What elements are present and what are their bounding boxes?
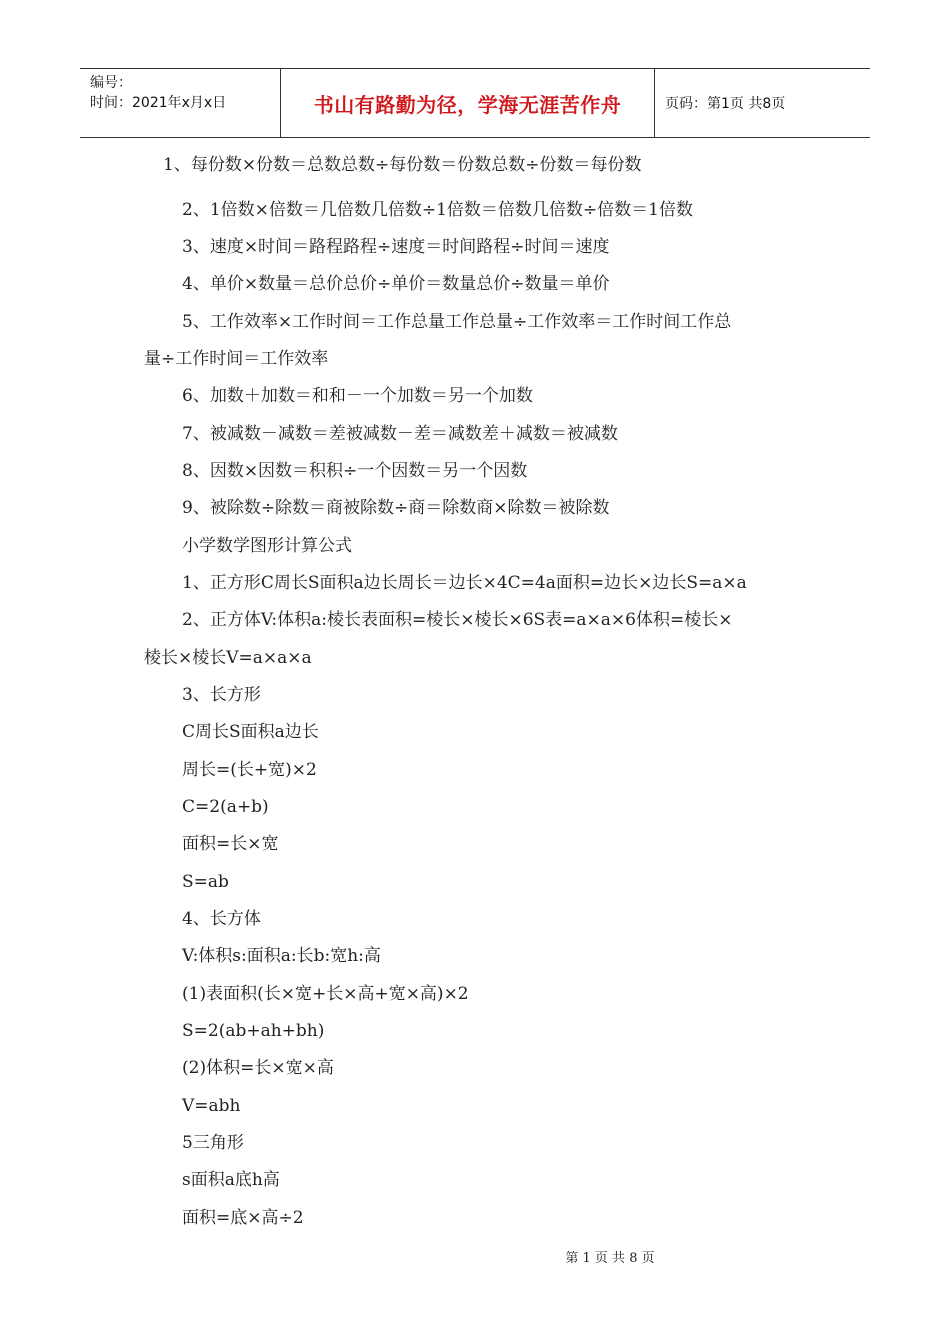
body-line: C周长S面积a边长 xyxy=(182,722,319,742)
body-line: 量÷工作时间＝工作效率 xyxy=(144,349,329,369)
document-header xyxy=(80,68,870,138)
body-line: S=ab xyxy=(182,872,229,892)
body-line: 7、被减数－减数＝差被减数－差＝减数差＋减数＝被减数 xyxy=(182,424,618,444)
body-line: 3、速度×时间＝路程路程÷速度＝时间路程÷时间＝速度 xyxy=(182,237,610,257)
body-line: 9、被除数÷除数＝商被除数÷商＝除数商×除数＝被除数 xyxy=(182,498,610,518)
body-line: 5三角形 xyxy=(182,1133,244,1153)
section-heading: 小学数学图形计算公式 xyxy=(182,536,352,556)
body-line: 面积=长×宽 xyxy=(182,834,279,854)
body-line: 1、正方形C周长S面积a边长周长＝边长×4C=4a面积=边长×边长S=a×a xyxy=(182,573,747,593)
body-line: 周长=(长+宽)×2 xyxy=(182,760,317,780)
body-line: 4、长方体 xyxy=(182,909,261,929)
body-line: C=2(a+b) xyxy=(182,797,269,817)
body-line: 面积=底×高÷2 xyxy=(182,1208,304,1228)
body-line: (2)体积=长×宽×高 xyxy=(182,1058,334,1078)
body-line: 5、工作效率×工作时间＝工作总量工作总量÷工作效率＝工作时间工作总 xyxy=(182,312,732,332)
body-line: 2、1倍数×倍数＝几倍数几倍数÷1倍数＝倍数几倍数÷倍数＝1倍数 xyxy=(182,200,693,220)
header-meta xyxy=(80,69,281,137)
document-time-label: 时间：2021年x月x日 xyxy=(90,95,227,111)
body-line: 3、长方形 xyxy=(182,685,261,705)
body-line: s面积a底h高 xyxy=(182,1170,280,1190)
body-line: V:体积s:面积a:长b:宽h:高 xyxy=(182,946,381,966)
body-line: (1)表面积(长×宽+长×高+宽×高)×2 xyxy=(182,984,469,1004)
page-footer: 第 1 页 共 8 页 xyxy=(565,1251,655,1266)
body-line: 4、单价×数量＝总价总价÷单价＝数量总价÷数量＝单价 xyxy=(182,274,610,294)
body-line: 棱长×棱长V=a×a×a xyxy=(144,648,312,668)
body-line: 2、正方体V:体积a:棱长表面积=棱长×棱长×6S表=a×a×6体积=棱长× xyxy=(182,610,733,630)
body-line: V=abh xyxy=(182,1096,241,1116)
header-page-cell xyxy=(655,69,870,137)
body-line: 8、因数×因数＝积积÷一个因数＝另一个因数 xyxy=(182,461,528,481)
body-line: S=2(ab+ah+bh) xyxy=(182,1021,325,1041)
header-page-label: 页码：第1页 共8页 xyxy=(665,96,786,112)
header-motto: 书山有路勤为径，学海无涯苦作舟 xyxy=(313,92,622,117)
document-number-label: 编号： xyxy=(90,75,132,91)
body-line: 6、加数＋加数＝和和－一个加数＝另一个加数 xyxy=(182,386,533,406)
body-line: 1、每份数×份数＝总数总数÷每份数＝份数总数÷份数＝每份数 xyxy=(163,155,642,175)
header-motto-cell xyxy=(281,69,655,137)
